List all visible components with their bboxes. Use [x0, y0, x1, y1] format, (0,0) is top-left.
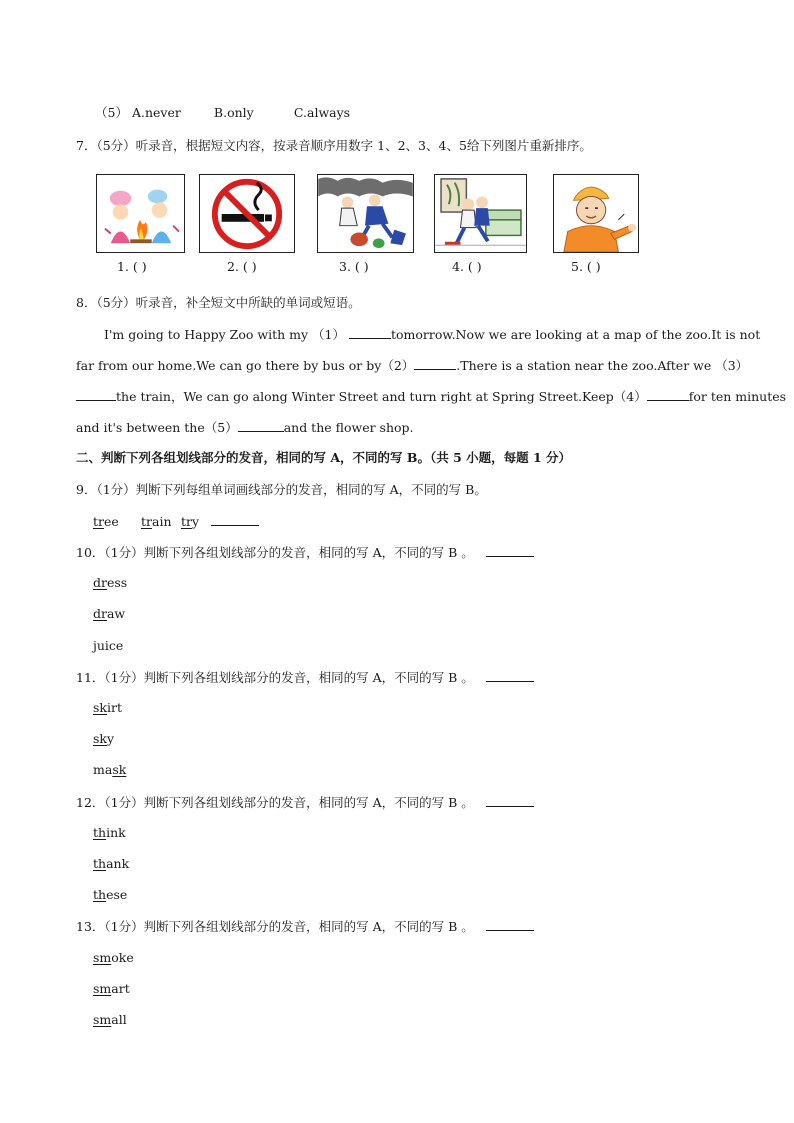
q11-title: 11．（1分）判断下列各组划线部分的发音，相同的写 A，不同的写 B 。 — [76, 669, 534, 686]
q7-picture-1 — [96, 174, 185, 253]
q10-word-1: dress — [93, 575, 128, 590]
q8-text: far from our home.We can go there by bus or by（2） — [76, 358, 415, 373]
q7-caption-3: 3. ( ) — [339, 259, 369, 274]
q10-word-3: juice — [93, 638, 124, 653]
q9-word-2: train — [141, 514, 172, 529]
fire-picnic-icon — [97, 175, 184, 252]
q12-word-1: think — [93, 825, 126, 840]
q12-word-3: these — [93, 887, 128, 902]
q9-title: 9．（1分）判断下列每组单词画线部分的发音，相同的写 A，不同的写 B。 — [76, 482, 487, 497]
q10-title: 10．（1分）判断下列各组划线部分的发音，相同的写 A，不同的写 B 。 — [76, 544, 534, 561]
q8-text: for ten minutes — [688, 389, 787, 404]
q8-text: I'm going to Happy Zoo with my （1） — [104, 327, 345, 342]
q9-words-row — [93, 513, 259, 530]
q7-title: 7．（5分）听录音，根据短文内容，按录音顺序用数字 1、2、3、4、5给下列图片重新排序。 — [76, 138, 592, 153]
q7-picture-5 — [553, 174, 639, 253]
q7-caption-2: 2. ( ) — [227, 259, 257, 274]
q8-passage-line-3 — [76, 388, 787, 405]
q12-word-2: thank — [93, 856, 130, 871]
q8-text: the train，We can go along Winter Street and turn right at Spring Street.Keep（4） — [116, 389, 647, 404]
q7-picture-4 — [434, 174, 527, 253]
worker-pointing-icon — [554, 175, 638, 252]
q7-caption-5: 5. ( ) — [571, 259, 601, 274]
q13-word-2: smart — [93, 981, 130, 996]
q8-text: tomorrow.Now we are looking at a map of the zoo.It is not — [390, 327, 761, 342]
q7-picture-2 — [199, 174, 295, 253]
q7-caption-4: 4. ( ) — [452, 259, 482, 274]
q13-answer-blank[interactable] — [486, 918, 534, 931]
q8-text: and it's between the（5） — [76, 420, 238, 435]
q11-word-2: sky — [93, 731, 115, 746]
q8-blank-1[interactable] — [349, 326, 391, 339]
q8-blank-5[interactable] — [238, 419, 284, 432]
q8-passage-line-4 — [76, 419, 718, 436]
q8-text: and the flower shop. — [283, 420, 414, 435]
q6-options-row — [95, 105, 350, 121]
q6-option-c: C.always — [293, 105, 351, 120]
q7-picture-3 — [317, 174, 414, 253]
q6-option-b: B.only — [213, 105, 254, 120]
no-smoking-sign-icon — [200, 175, 294, 252]
q13-word-3: small — [93, 1012, 127, 1027]
q11-answer-blank[interactable] — [486, 669, 534, 682]
q10-word-2: draw — [93, 606, 126, 621]
q13-title: 13．（1分）判断下列各组划线部分的发音，相同的写 A，不同的写 B 。 — [76, 918, 534, 935]
q9-word-1: tree — [93, 514, 119, 529]
q11-word-1: skirt — [93, 700, 122, 715]
q11-word-3: mask — [93, 762, 127, 777]
q9-word-3: try — [181, 514, 200, 529]
q8-title: 8．（5分）听录音，补全短文中所缺的单词或短语。 — [76, 295, 361, 310]
q9-answer-blank[interactable] — [211, 513, 259, 526]
q6-item-number: （5） — [95, 105, 128, 120]
q12-answer-blank[interactable] — [486, 794, 534, 807]
q7-caption-1: 1. ( ) — [117, 259, 147, 274]
q8-blank-3[interactable] — [76, 388, 116, 401]
q13-word-1: smoke — [93, 950, 134, 965]
q8-text: .There is a station near the zoo.After we （3） — [456, 358, 749, 373]
smoke-fleeing-people-icon — [318, 175, 413, 252]
q8-blank-4[interactable] — [647, 388, 689, 401]
section-2-heading: 二、判断下列各组划线部分的发音，相同的写 A，不同的写 B。（共 5 小题，每题 1 分） — [76, 450, 572, 465]
living-room-people-icon — [435, 175, 526, 252]
q12-title: 12．（1分）判断下列各组划线部分的发音，相同的写 A，不同的写 B 。 — [76, 794, 534, 811]
q8-blank-2[interactable] — [414, 357, 456, 370]
q8-passage-line-1 — [104, 326, 761, 343]
q10-answer-blank[interactable] — [486, 544, 534, 557]
q8-passage-line-2 — [76, 357, 749, 374]
q6-option-a: A.never — [131, 105, 181, 120]
